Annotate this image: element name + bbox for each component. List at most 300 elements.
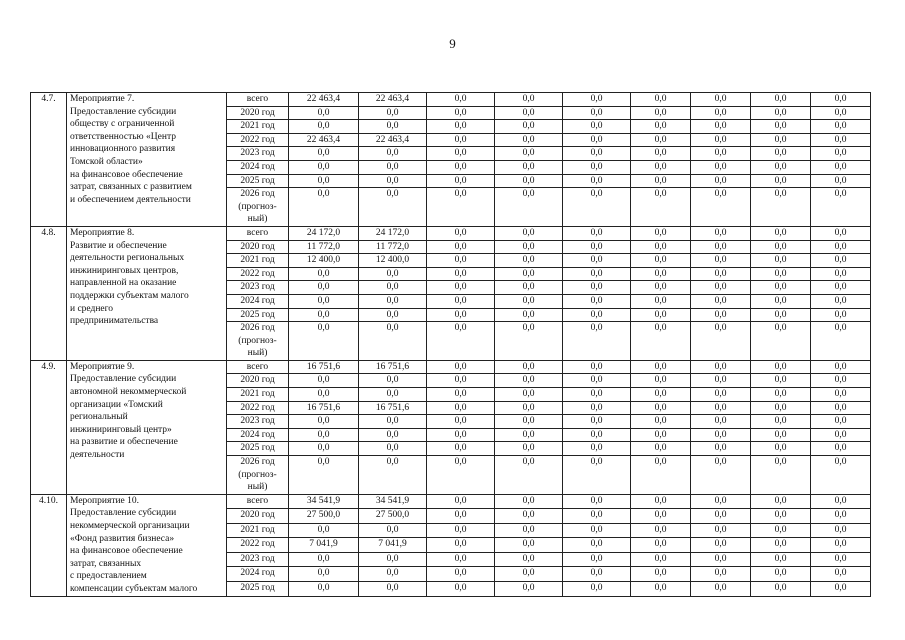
value-cell: 0,0 (495, 582, 563, 597)
value-cell: 0,0 (427, 254, 495, 268)
value-cell: 0,0 (811, 240, 871, 254)
value-cell: 0,0 (751, 308, 811, 322)
value-cell: 0,0 (495, 415, 563, 429)
value-cell: 0,0 (427, 442, 495, 456)
value-cell: 0,0 (289, 523, 359, 538)
value-cell: 0,0 (751, 567, 811, 582)
measure-name-line: инжиниринговый центр» (70, 424, 172, 435)
value-cell: 0,0 (289, 582, 359, 597)
value-cell: 0,0 (359, 428, 427, 442)
value-cell: 27 500,0 (359, 509, 427, 524)
value-cell: 0,0 (631, 294, 691, 308)
value-cell: 0,0 (631, 388, 691, 402)
value-cell: 0,0 (495, 523, 563, 538)
value-cell: 0,0 (359, 552, 427, 567)
year-label: 2020 год (227, 374, 289, 388)
measure-name-line: Мероприятие 7. (70, 94, 135, 104)
value-cell: 0,0 (563, 174, 631, 188)
value-cell: 0,0 (691, 240, 751, 254)
table-row (31, 494, 871, 509)
value-cell: 0,0 (427, 388, 495, 402)
value-cell: 0,0 (563, 226, 631, 240)
value-cell: 0,0 (495, 322, 563, 361)
measure-name-line: Мероприятие 8. (70, 227, 135, 238)
value-cell: 0,0 (691, 188, 751, 227)
value-cell: 0,0 (631, 133, 691, 147)
value-cell: 0,0 (751, 523, 811, 538)
measure-name-line: деятельности региональных (70, 253, 185, 264)
measure-number: 4.8. (31, 226, 67, 360)
value-cell: 0,0 (631, 428, 691, 442)
measure-name-line: предпринимательства (70, 316, 159, 327)
value-cell: 0,0 (811, 494, 871, 509)
value-cell: 0,0 (427, 188, 495, 227)
value-cell: 0,0 (563, 582, 631, 597)
value-cell: 0,0 (751, 147, 811, 161)
measure-name-line: Развитие и обеспечение (70, 240, 167, 251)
value-cell: 0,0 (563, 281, 631, 295)
value-cell: 0,0 (289, 428, 359, 442)
value-cell: 0,0 (751, 322, 811, 361)
value-cell: 0,0 (811, 360, 871, 374)
value-cell: 0,0 (427, 133, 495, 147)
value-cell: 0,0 (811, 226, 871, 240)
value-cell: 0,0 (751, 254, 811, 268)
year-label: всего (227, 226, 289, 240)
value-cell: 0,0 (427, 93, 495, 107)
value-cell: 0,0 (495, 133, 563, 147)
value-cell: 34 541,9 (359, 494, 427, 509)
value-cell: 0,0 (691, 388, 751, 402)
value-cell: 0,0 (691, 523, 751, 538)
year-label: 2022 год (227, 267, 289, 281)
value-cell: 27 500,0 (289, 509, 359, 524)
measure-name-line: организации «Томский (70, 399, 163, 410)
value-cell: 0,0 (563, 456, 631, 495)
value-cell: 0,0 (359, 374, 427, 388)
value-cell: 0,0 (751, 267, 811, 281)
value-cell: 0,0 (427, 174, 495, 188)
year-label: 2022 год (227, 401, 289, 415)
value-cell: 0,0 (631, 160, 691, 174)
value-cell: 0,0 (691, 93, 751, 107)
measure-name (67, 494, 227, 596)
value-cell: 0,0 (691, 160, 751, 174)
value-cell: 0,0 (563, 494, 631, 509)
value-cell: 0,0 (631, 281, 691, 295)
year-label: 2025 год (227, 582, 289, 597)
value-cell: 0,0 (691, 120, 751, 134)
measure-name-line: поддержки субъектам малого (70, 290, 189, 301)
value-cell: 0,0 (359, 567, 427, 582)
value-cell: 0,0 (563, 374, 631, 388)
value-cell: 0,0 (691, 428, 751, 442)
value-cell: 0,0 (359, 456, 427, 495)
value-cell: 11 772,0 (359, 240, 427, 254)
value-cell: 0,0 (427, 415, 495, 429)
value-cell: 0,0 (495, 456, 563, 495)
measure-name-line: на финансовое обеспечение (70, 169, 183, 180)
value-cell: 0,0 (289, 552, 359, 567)
measure-name-line: «Фонд развития бизнеса» (70, 533, 175, 544)
value-cell: 0,0 (495, 106, 563, 120)
year-label: 2023 год (227, 147, 289, 161)
value-cell: 24 172,0 (289, 226, 359, 240)
value-cell: 0,0 (289, 267, 359, 281)
year-label: всего (227, 494, 289, 509)
value-cell: 0,0 (427, 160, 495, 174)
value-cell: 0,0 (631, 538, 691, 553)
value-cell: 0,0 (495, 374, 563, 388)
value-cell: 0,0 (427, 456, 495, 495)
value-cell: 0,0 (359, 188, 427, 227)
value-cell: 0,0 (751, 538, 811, 553)
value-cell: 0,0 (359, 294, 427, 308)
measure-name-line: Предоставление субсидии (70, 374, 177, 385)
value-cell: 0,0 (751, 160, 811, 174)
value-cell: 0,0 (495, 174, 563, 188)
value-cell: 0,0 (495, 509, 563, 524)
value-cell: 0,0 (631, 374, 691, 388)
value-cell: 0,0 (563, 160, 631, 174)
value-cell: 0,0 (495, 147, 563, 161)
year-label: 2025 год (227, 174, 289, 188)
measure-name-line: и обеспечением деятельности (70, 194, 191, 205)
measure-name (67, 226, 227, 360)
value-cell: 0,0 (811, 567, 871, 582)
value-cell: 0,0 (631, 442, 691, 456)
value-cell: 0,0 (691, 174, 751, 188)
value-cell: 0,0 (563, 308, 631, 322)
value-cell: 0,0 (751, 93, 811, 107)
year-label: 2024 год (227, 294, 289, 308)
value-cell: 0,0 (427, 226, 495, 240)
year-label: 2024 год (227, 428, 289, 442)
value-cell: 0,0 (631, 308, 691, 322)
year-label: 2023 год (227, 281, 289, 295)
value-cell: 0,0 (563, 428, 631, 442)
value-cell: 0,0 (289, 567, 359, 582)
value-cell: 0,0 (631, 567, 691, 582)
value-cell: 0,0 (691, 401, 751, 415)
value-cell: 0,0 (359, 174, 427, 188)
value-cell: 0,0 (495, 160, 563, 174)
measure-name-line: на развитие и обеспечение (70, 437, 178, 448)
value-cell: 0,0 (427, 509, 495, 524)
value-cell: 22 463,4 (359, 133, 427, 147)
value-cell: 0,0 (289, 188, 359, 227)
value-cell: 0,0 (495, 267, 563, 281)
value-cell: 0,0 (495, 567, 563, 582)
value-cell: 0,0 (563, 188, 631, 227)
value-cell: 0,0 (691, 442, 751, 456)
measure-name-line: и среднего (70, 303, 114, 314)
value-cell: 0,0 (495, 226, 563, 240)
measure-name-line: на финансовое обеспечение (70, 546, 183, 557)
value-cell: 0,0 (631, 415, 691, 429)
measure-name-line: некоммерческой организации (70, 521, 190, 531)
measure-name-line: затрат, связанных (70, 558, 142, 569)
value-cell: 0,0 (427, 360, 495, 374)
value-cell: 0,0 (811, 552, 871, 567)
value-cell: 0,0 (631, 254, 691, 268)
year-label: 2024 год (227, 567, 289, 582)
value-cell: 0,0 (289, 388, 359, 402)
year-label: 2021 год (227, 254, 289, 268)
measure-name-line: с предоставлением (70, 571, 147, 582)
value-cell: 0,0 (563, 360, 631, 374)
value-cell: 0,0 (289, 174, 359, 188)
measure-name-line: Мероприятие 10. (70, 495, 140, 506)
value-cell: 0,0 (495, 538, 563, 553)
measure-name-line: компенсации субъектам малого (70, 583, 198, 594)
value-cell: 0,0 (811, 308, 871, 322)
value-cell: 0,0 (495, 120, 563, 134)
value-cell: 12 400,0 (289, 254, 359, 268)
measure-name (67, 93, 227, 227)
value-cell: 0,0 (427, 267, 495, 281)
value-cell: 0,0 (751, 509, 811, 524)
value-cell: 0,0 (563, 294, 631, 308)
value-cell: 0,0 (563, 552, 631, 567)
value-cell: 22 463,4 (359, 93, 427, 107)
value-cell: 0,0 (495, 240, 563, 254)
measure-number: 4.9. (31, 360, 67, 494)
year-label: всего (227, 93, 289, 107)
value-cell: 0,0 (691, 552, 751, 567)
value-cell: 0,0 (427, 374, 495, 388)
value-cell: 0,0 (751, 374, 811, 388)
value-cell: 0,0 (563, 567, 631, 582)
value-cell: 0,0 (427, 401, 495, 415)
value-cell: 0,0 (563, 388, 631, 402)
value-cell: 0,0 (751, 428, 811, 442)
value-cell: 0,0 (811, 538, 871, 553)
value-cell: 0,0 (427, 538, 495, 553)
value-cell: 0,0 (751, 494, 811, 509)
value-cell: 0,0 (359, 106, 427, 120)
value-cell: 0,0 (811, 133, 871, 147)
year-label: 2022 год (227, 538, 289, 553)
value-cell: 0,0 (811, 160, 871, 174)
value-cell: 0,0 (631, 106, 691, 120)
value-cell: 0,0 (691, 133, 751, 147)
value-cell: 0,0 (751, 226, 811, 240)
value-cell: 0,0 (427, 567, 495, 582)
value-cell: 0,0 (811, 174, 871, 188)
value-cell: 0,0 (359, 442, 427, 456)
value-cell: 0,0 (563, 106, 631, 120)
value-cell: 0,0 (691, 582, 751, 597)
value-cell: 0,0 (289, 147, 359, 161)
value-cell: 16 751,6 (289, 401, 359, 415)
value-cell: 0,0 (359, 388, 427, 402)
value-cell: 0,0 (811, 428, 871, 442)
value-cell: 0,0 (563, 133, 631, 147)
measure-name-line: региональный (70, 412, 128, 423)
value-cell: 0,0 (691, 456, 751, 495)
value-cell: 0,0 (563, 523, 631, 538)
value-cell: 0,0 (495, 494, 563, 509)
value-cell: 0,0 (563, 401, 631, 415)
value-cell: 0,0 (691, 509, 751, 524)
value-cell: 0,0 (811, 456, 871, 495)
year-label: 2020 год (227, 240, 289, 254)
value-cell: 0,0 (495, 188, 563, 227)
value-cell: 0,0 (631, 494, 691, 509)
year-label: 2021 год (227, 388, 289, 402)
value-cell: 0,0 (563, 240, 631, 254)
year-label: 2023 год (227, 552, 289, 567)
value-cell: 0,0 (427, 494, 495, 509)
value-cell: 0,0 (289, 160, 359, 174)
measure-name-line: Предоставление субсидии (70, 106, 177, 117)
value-cell: 0,0 (359, 308, 427, 322)
value-cell: 0,0 (563, 415, 631, 429)
value-cell: 0,0 (495, 428, 563, 442)
value-cell: 16 751,6 (359, 360, 427, 374)
year-label: 2026 год (прогноз-ный) (227, 456, 289, 495)
value-cell: 0,0 (751, 442, 811, 456)
value-cell: 7 041,9 (289, 538, 359, 553)
value-cell: 0,0 (691, 308, 751, 322)
measure-name-line: инжиниринговых центров, (70, 265, 179, 276)
value-cell: 0,0 (495, 552, 563, 567)
value-cell: 0,0 (359, 147, 427, 161)
value-cell: 0,0 (811, 106, 871, 120)
value-cell: 0,0 (691, 254, 751, 268)
year-label: 2023 год (227, 415, 289, 429)
value-cell: 0,0 (359, 267, 427, 281)
value-cell: 0,0 (427, 294, 495, 308)
value-cell: 0,0 (751, 240, 811, 254)
value-cell: 0,0 (751, 415, 811, 429)
value-cell: 0,0 (631, 174, 691, 188)
value-cell: 0,0 (631, 267, 691, 281)
table-row (31, 226, 871, 240)
budget-table (30, 92, 871, 597)
value-cell: 0,0 (631, 401, 691, 415)
year-label: всего (227, 360, 289, 374)
value-cell: 0,0 (289, 106, 359, 120)
value-cell: 0,0 (751, 174, 811, 188)
measure-name-line: обществу с ограниченной (70, 119, 175, 130)
measure-name-line: затрат, связанных с развитием (70, 182, 192, 193)
value-cell: 0,0 (691, 538, 751, 553)
value-cell: 12 400,0 (359, 254, 427, 268)
value-cell: 0,0 (631, 147, 691, 161)
value-cell: 0,0 (631, 360, 691, 374)
value-cell: 0,0 (289, 308, 359, 322)
value-cell: 0,0 (359, 582, 427, 597)
measure-name-line: автономной некоммерческой (70, 387, 187, 398)
value-cell: 0,0 (751, 388, 811, 402)
value-cell: 0,0 (811, 415, 871, 429)
value-cell: 11 772,0 (289, 240, 359, 254)
value-cell: 0,0 (289, 442, 359, 456)
page-number: 9 (449, 36, 456, 51)
value-cell: 0,0 (563, 93, 631, 107)
value-cell: 0,0 (691, 494, 751, 509)
value-cell: 0,0 (631, 188, 691, 227)
value-cell: 0,0 (751, 360, 811, 374)
value-cell: 0,0 (811, 267, 871, 281)
value-cell: 0,0 (751, 552, 811, 567)
value-cell: 0,0 (427, 582, 495, 597)
value-cell: 0,0 (359, 120, 427, 134)
value-cell: 0,0 (631, 120, 691, 134)
value-cell: 0,0 (631, 226, 691, 240)
value-cell: 0,0 (289, 374, 359, 388)
table-row (31, 360, 871, 374)
value-cell: 0,0 (563, 322, 631, 361)
value-cell: 0,0 (289, 120, 359, 134)
year-label: 2026 год (прогноз-ный) (227, 322, 289, 361)
value-cell: 0,0 (751, 401, 811, 415)
value-cell: 0,0 (691, 322, 751, 361)
year-label: 2022 год (227, 133, 289, 147)
value-cell: 0,0 (427, 428, 495, 442)
year-label: 2021 год (227, 120, 289, 134)
value-cell: 0,0 (495, 442, 563, 456)
value-cell: 0,0 (563, 509, 631, 524)
measure-number: 4.7. (31, 93, 67, 227)
year-label: 2025 год (227, 442, 289, 456)
value-cell: 0,0 (811, 401, 871, 415)
value-cell: 0,0 (427, 147, 495, 161)
value-cell: 0,0 (811, 294, 871, 308)
value-cell: 0,0 (495, 360, 563, 374)
value-cell: 0,0 (751, 133, 811, 147)
value-cell: 0,0 (359, 160, 427, 174)
year-label: 2026 год (прогноз-ный) (227, 188, 289, 227)
value-cell: 7 041,9 (359, 538, 427, 553)
value-cell: 0,0 (811, 523, 871, 538)
value-cell: 0,0 (751, 456, 811, 495)
year-label: 2025 год (227, 308, 289, 322)
value-cell: 0,0 (691, 567, 751, 582)
value-cell: 16 751,6 (289, 360, 359, 374)
value-cell: 16 751,6 (359, 401, 427, 415)
measure-number: 4.10. (31, 494, 67, 596)
value-cell: 24 172,0 (359, 226, 427, 240)
value-cell: 0,0 (811, 93, 871, 107)
value-cell: 0,0 (751, 582, 811, 597)
value-cell: 0,0 (563, 267, 631, 281)
value-cell: 0,0 (563, 147, 631, 161)
value-cell: 0,0 (427, 523, 495, 538)
year-label: 2024 год (227, 160, 289, 174)
value-cell: 0,0 (631, 523, 691, 538)
value-cell: 0,0 (289, 281, 359, 295)
value-cell: 0,0 (691, 147, 751, 161)
value-cell: 0,0 (751, 120, 811, 134)
measure-name-line: инновационного развития (70, 144, 176, 155)
value-cell: 0,0 (691, 281, 751, 295)
value-cell: 0,0 (631, 322, 691, 361)
measure-name-line: Предоставление субсидии (70, 508, 177, 519)
value-cell: 0,0 (751, 294, 811, 308)
value-cell: 0,0 (631, 93, 691, 107)
measure-name-line: направленной на оказание (70, 278, 177, 289)
value-cell: 0,0 (751, 106, 811, 120)
value-cell: 0,0 (751, 281, 811, 295)
value-cell: 0,0 (495, 93, 563, 107)
measure-name-line: деятельности (70, 450, 125, 461)
value-cell: 0,0 (359, 415, 427, 429)
value-cell: 0,0 (427, 240, 495, 254)
value-cell: 0,0 (359, 322, 427, 361)
